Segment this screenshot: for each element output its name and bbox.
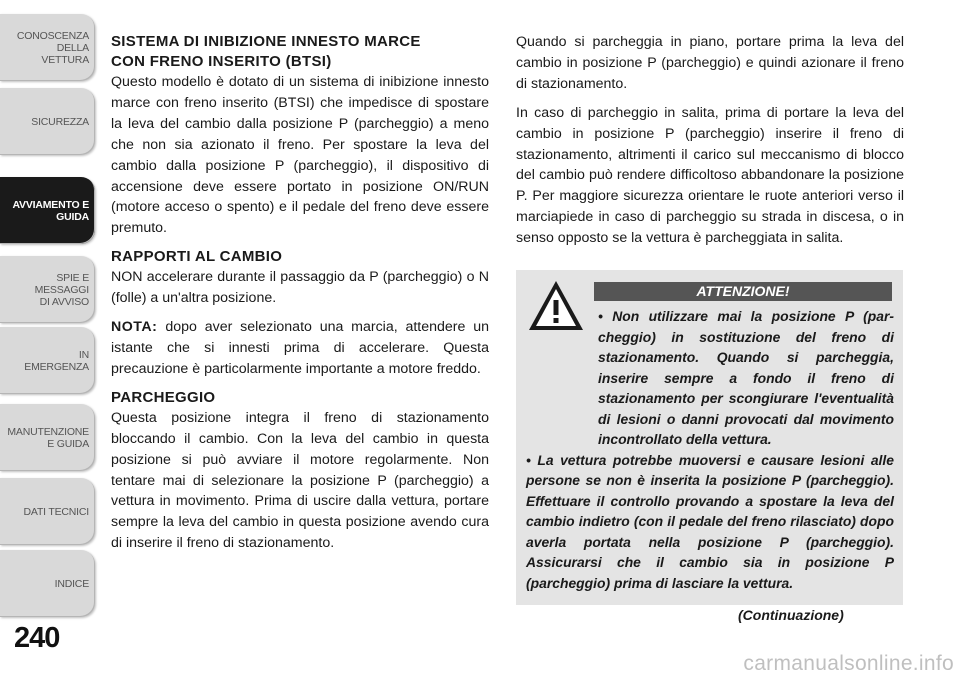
tab-spie-e-messaggi[interactable] [0, 256, 95, 323]
tab-label: DATI TECNICI [23, 505, 89, 518]
tab-manutenzione-e-guida[interactable] [0, 404, 95, 471]
btsi-paragraph: Questo modello è dotato di un sistema di inibizione innesto marce con freno inserito (BTSI) che impedisce di spostare la leva del cambio dalla posizione P (parcheggio) a meno che non sia azionato il freno. Per spostare la leva del cambio dalla posizione P (parcheggio), il dispositivo di accensione deve essere portato in posizione ON/RUN (motore acceso o spento) e il pedale del freno deve essere premuto. [111, 74, 489, 237]
tab-in-emergenza[interactable] [0, 327, 95, 394]
continuation-label: (Continuazione) [738, 607, 844, 623]
tab-avviamento-e-guida[interactable] [0, 177, 95, 244]
section-title-btsi-line1: SISTEMA DI INIBIZIONE INNESTO MARCE [111, 33, 421, 50]
note-text: dopo aver selezionato una marcia, attendere un istante che si innesti prima di accelerare. Questa precauzione è particolarmente importante a motore freddo. [111, 319, 489, 377]
tab-indice[interactable] [0, 550, 95, 617]
section-title-btsi-line2: CON FRENO INSERITO (BTSI) [111, 53, 332, 70]
page-number: 240 [14, 622, 60, 654]
tab-label: IN EMERGENZA [24, 348, 89, 373]
note-label: NOTA: [111, 319, 158, 336]
tab-sicurezza[interactable] [0, 88, 95, 155]
parking-flat-paragraph: Quando si parcheggia in piano, portare prima la leva del cambio in posizione P (parcheggio) e quindi azionare il freno di stazionamento. [516, 34, 904, 92]
watermark: carmanualsonline.info [743, 652, 954, 675]
tab-label: SICUREZZA [31, 115, 89, 128]
left-column [111, 32, 489, 562]
warning-title: ATTENZIONE! [594, 282, 892, 301]
warning-box [516, 270, 903, 605]
tab-dati-tecnici[interactable] [0, 478, 95, 545]
tab-label: INDICE [54, 577, 89, 590]
tab-label: MANUTENZIONE E GUIDA [7, 425, 89, 450]
parcheggio-paragraph: Questa posizione integra il freno di stazionamento bloccando il cambio. Con la leva del cambio in questa posizione si può avviare il motore regolarmente. Non tentare mai di selezionare la posizione P (parcheggio) a vettura in movimento. Prima di uscire dalla vettura, portare sempre la leva del cambio in questa posizione avendo cura di inserire il freno di stazionamento. [111, 409, 489, 552]
section-title-parcheggio: PARCHEGGIO [111, 388, 216, 406]
tab-label: SPIE E MESSAGGI DI AVVISO [34, 271, 89, 308]
chapter-tabs [0, 0, 98, 600]
note-paragraph [111, 317, 489, 380]
rapporti-paragraph: NON accelerare durante il passaggio da P (parcheggio) o N (folle) a un'altra posizione. [111, 269, 489, 307]
warning-text [526, 306, 894, 593]
warning-item-1: • Non utilizzare mai la posizione P (parcheggio) in sostituzione del freno di stazionamento. Quando si parcheggia, inserire sempre a fondo il freno di stazionamento per scongiurare l'eventualità di lesioni o danni provocati dal movimento incontrollato della vettura. [598, 308, 894, 447]
warning-item-2: • La vettura potrebbe muoversi e causare lesioni alle persone se non è inserita la posizione P (parcheggio). Effettuare il controllo provando a spostare la leva del cambio indietro (con il pedale del freno rilasciato) dopo averla portata nella posizione P (parcheggio). Assicurarsi che il cambio sia in posizione P (parcheggio) prima di lasciare la vettura. [526, 451, 894, 591]
section-title-rapporti: RAPPORTI AL CAMBIO [111, 248, 283, 266]
tab-label: AVVIAMENTO E GUIDA [12, 198, 89, 223]
parking-slope-paragraph: In caso di parcheggio in salita, prima di portare la leva del cambio in posizione P (parcheggio) inserire il freno di stazionamento, altrimenti il carico sul meccanismo di blocco del cambio può rendere difficoltoso abbandonare la posizione P. Per maggiore sicurezza orientare le ruote anteriori verso il marciapiede in caso di parcheggio su strada in discesa, o in senso opposto se la vettura è parcheggiata in salita. [516, 104, 904, 247]
tab-conoscenza-della-vettura[interactable] [0, 14, 95, 81]
tab-label: CONOSCENZA DELLA VETTURA [16, 29, 89, 66]
right-column [516, 32, 904, 257]
